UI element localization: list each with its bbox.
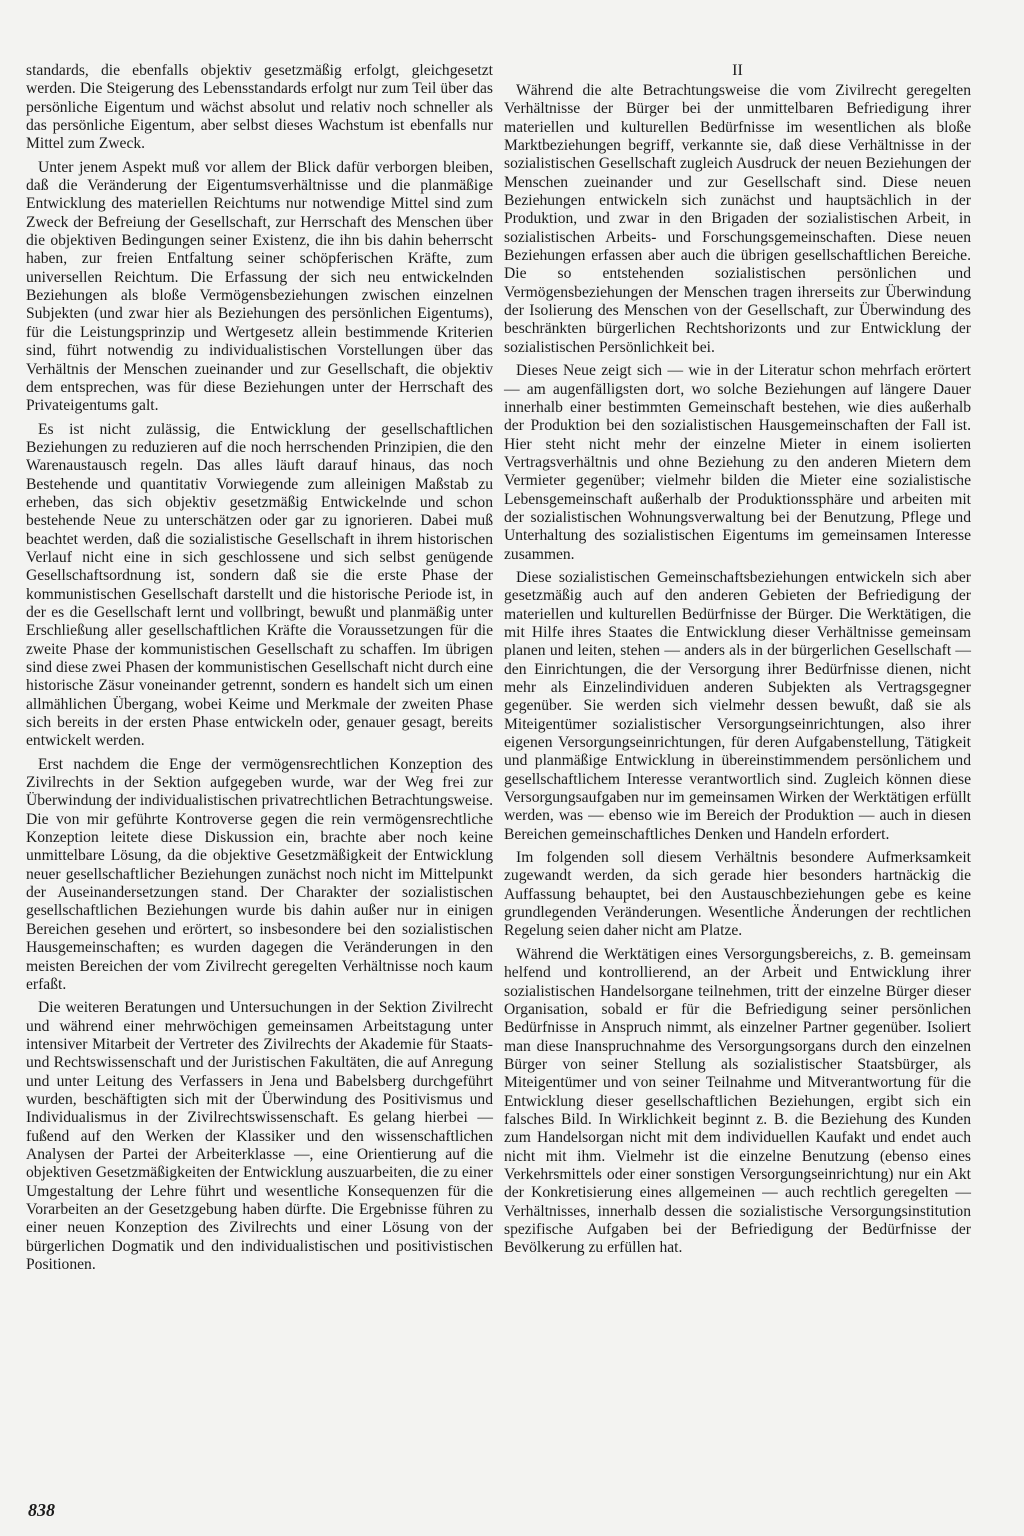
paragraph: Die weiteren Beratungen und Untersuchungen in der Sektion Zivilrecht und während einer mehrwöchigen gemeinsamen Arbeitstagung unter intensiver Mitarbeit der Vertreter des Zivilrechts der Akademie für Staats- und Rechtswissenschaft und der Juristischen Fakultäten, die auf Anregung und unter Leitung des Verfassers in Jena und Babelsberg durchgeführt wurden, beschäftigten sich mit der Überwindung des Positivismus und Individualismus in der Zivilrechtswissenschaft. Es gelang hierbei — fußend auf den Werken der Klassiker und den wissenschaftlichen Analysen der Partei der Arbeiterklasse —, eine Orientierung auf die objektiven Gesetzmäßigkeiten der Entwicklung auszuarbeiten, die zu einer Umgestaltung der Lehre führt und wesentliche Konsequenzen für die Vorarbeiten an der Gesetzgebung haben dürfte. Die Ergebnisse führen zu einer neuen Konzeption des Zivilrechts und einer Lösung von der bürgerlichen Dogmatik und den individualistischen und positivistischen Positionen.: [26, 999, 493, 1273]
right-column: [504, 62, 971, 1263]
paragraph: Während die alte Betrachtungsweise die vom Zivilrecht geregelten Verhältnisse der Bürger bei der unmittelbaren Befriedigung ihrer materiellen und kulturellen Bedürfnisse im wesentlichen als bloße Marktbeziehungen begriff, verkannte sie, daß diese Verhältnisse in der sozialistischen Gesellschaft zugleich Ausdruck der neuen Beziehungen der Menschen zueinander und zur Gesellschaft sind. Diese neuen Beziehungen entwickeln sich zunächst und hauptsächlich in der Produktion, und zwar in den Brigaden der sozialistischen Arbeit, in sozialistischen Arbeits- und Forschungsgemeinschaften. Diese neuen Beziehungen erfassen aber auch die übrigen gesellschaftlichen Bereiche. Die so entstehenden sozialistischen persönlichen und Vermögensbeziehungen der Menschen tragen ihrerseits zur Überwindung der Isolierung des Menschen von der Gesellschaft, zur Überwindung des beschränkten bürgerlichen Rechtshorizonts und zur Entwicklung der sozialistischen Persönlichkeit bei.: [504, 82, 971, 356]
section-heading: II: [732, 62, 743, 79]
left-column: [26, 62, 493, 1279]
paragraph: Während die Werktätigen eines Versorgungsbereichs, z. B. gemeinsam helfend und kontrollierend, an der Arbeit und Entwicklung ihrer sozialistischen Handelsorgane teilnehmen, tritt der einzelne Bürger dieser Organisation, sobald er für die Befriedigung seiner persönlichen Bedürfnisse in Anspruch nimmt, als einzelner Partner gegenüber. Isoliert man diese Inanspruchnahme des Versorgungsorgans durch den einzelnen Bürger von seiner Stellung als sozialistischer Staatsbürger, als Miteigentümer und von seiner Teilnahme und Mitverantwortung für die Entwicklung dieser gesellschaftlichen Beziehungen, ergibt sich ein falsches Bild. In Wirklichkeit beginnt z. B. die Beziehung des Kunden zum Handelsorgan nicht mit dem individuellen Kaufakt und endet auch nicht mit ihm. Vielmehr ist die einzelne Benutzung (ebenso eines Verkehrsmittels oder einer sonstigen Versorgungseinrichtung) nur ein Akt der Konkretisierung eines allgemeinen — auch rechtlich geregelten — Verhältnisses, innerhalb dessen die sozialistische Versorgungsinstitution spezifische Aufgaben bei der Befriedigung der Bedürfnisse der Bevölkerung zu erfüllen hat.: [504, 945, 971, 1257]
page-number: 838: [28, 1500, 55, 1520]
paragraph: Diese sozialistischen Gemeinschaftsbeziehungen entwickeln sich aber gesetzmäßig auch auf den anderen Gebieten der Befriedigung der materiellen und kulturellen Bedürfnisse der Bürger. Die Werktätigen, die mit Hilfe ihres Staates die Entwicklung dieser Verhältnisse gemeinsam planen und leiten, stehen — anders als in der bürgerlichen Gesellschaft — den Einrichtungen, die der Versorgung ihrer Bedürfnisse dienen, nicht mehr als Einzelindividuen anderen Subjekten als Vertragsgegner gegenüber. Sie werden sich vielmehr dessen bewußt, daß sie als Miteigentümer sozialistischer Versorgungseinrichtungen, also ihrer eigenen Versorgungseinrichtungen, für deren Aufgabenstellung, Tätigkeit und planmäßige Entwicklung in übereinstimmendem persönlichem und gesellschaftlichem Interesse verantwortlich sind. Zugleich können diese Versorgungsaufgaben nur im gemeinsamen Wirken der Werktätigen erfüllt werden, was — ebenso wie im Bereich der Produktion — auch in diesen Bereichen gemeinschaftliches Denken und Handeln erfordert.: [504, 568, 971, 843]
paragraph: Es ist nicht zulässig, die Entwicklung der gesellschaftlichen Beziehungen zu reduzieren auf die noch herrschenden Prinzipien, die den Warenaustausch regeln. Das alles läuft darauf hinaus, das noch Bestehende und quantitativ Vorwiegende zum alleinigen Maßstab zu erheben, das sich objektiv gesetzmäßig Entwickelnde und schon bestehende Neue zu unterschätzen oder gar zu ignorieren. Dabei muß beachtet werden, daß die sozialistische Gesellschaft in ihrem historischen Verlauf nicht eine in sich geschlossene und sich selbst genügende Gesellschaftsordnung ist, sondern daß sie die erste Phase der kommunistischen Gesellschaft darstellt und die historische Periode ist, in der es die Gesellschaft lernt und vollbringt, bewußt und planmäßig unter Erschließung aller gesellschaftlichen Kräfte die Voraussetzungen für die zweite Phase der kommunistischen Gesellschaft zu schaffen. Im übrigen sind diese zwei Phasen der kommunistischen Gesellschaft nicht durch eine historische Zäsur voneinander getrennt, sondern es handelt sich um einen allmählichen Übergang, wobei Keime und Merkmale der zweiten Phase sich bereits in der ersten Phase entwickeln oder, genauer gesagt, bereits entwickelt werden.: [26, 420, 493, 750]
paragraph: Erst nachdem die Enge der vermögensrechtlichen Konzeption des Zivilrechts in der Sektion aufgegeben wurde, war der Weg frei zur Überwindung der individualistischen privatrechtlichen Betrachtungsweise. Die von mir geführte Kontroverse gegen die rein vermögensrechtliche Konzeption leitete diese Diskussion ein, brachte aber noch keine unmittelbare Lösung, da die objektive Gesetzmäßigkeit der Entwicklung neuer gesellschaftlicher Beziehungen zunächst noch nicht im Mittelpunkt der Auseinandersetzungen stand. Der Charakter der sozialistischen gesellschaftlichen Beziehungen wurde bis dahin außer nur in einigen Bereichen gesehen und erörtert, so insbesondere bei den sozialistischen Hausgemeinschaften; es wurden dagegen die Veränderungen in den meisten Bereichen der vom Zivilrecht geregelten Verhältnisse noch kaum erfaßt.: [26, 755, 493, 993]
paragraph: Im folgenden soll diesem Verhältnis besondere Aufmerksamkeit zugewandt werden, da sich gerade hier besonders hartnäckig die Auffassung behauptet, bei den Austauschbeziehungen gebe es keine grundlegenden Veränderungen. Wesentliche Änderungen der rechtlichen Regelung seien daher nicht am Platze.: [504, 849, 971, 940]
paragraph: standards, die ebenfalls objektiv gesetzmäßig erfolgt, gleichgesetzt werden. Die Steigerung des Lebensstandards erfolgt nur zum Teil über das persönliche Eigentum und wächst absolut und relativ noch schneller als das persönliche Eigentum, aber selbst dieses Wachstum ist ebenfalls nur Mittel zum Zweck.: [26, 62, 493, 153]
paragraph: Unter jenem Aspekt muß vor allem der Blick dafür verborgen bleiben, daß die Veränderung der Eigentumsverhältnisse und die planmäßige Entwicklung des materiellen Reichtums nur notwendige Mittel sind zum Zweck der Befreiung der Gesellschaft, zur Herrschaft des Menschen über die objektiven Bedingungen seiner Existenz, die ihn bis dahin beherrscht haben, zur freien Entfaltung seiner schöpferischen Kräfte, zum universellen Reichtum. Die Erfassung der sich neu entwickelnden Beziehungen als bloße Vermögensbeziehungen zwischen einzelnen Subjekten (und zwar hier als Beziehungen des persönlichen Eigentums), für die Leistungsprinzip und Wertgesetz allein bestimmende Kriterien sind, führt notwendig zu individualistischen Vorstellungen über das Verhältnis der Menschen zueinander und zur Gesellschaft, die objektiv dem entsprechen, was für diese Beziehungen unter der Herrschaft des Privateigentums galt.: [26, 158, 493, 415]
paragraph: Dieses Neue zeigt sich — wie in der Literatur schon mehrfach erörtert — am augenfälligsten dort, wo solche Beziehungen auf längere Dauer innerhalb einer bestimmten Gemeinschaft bestehen, wie dies außerhalb der Produktion bei den sozialistischen Hausgemeinschaften der Fall ist. Hier steht nicht mehr der einzelne Mieter in einem isolierten Vertragsverhältnis und ohne Beziehung zu den anderen Mietern dem Vermieter gegenüber; vielmehr bilden die Mieter eine sozialistische Lebensgemeinschaft außerhalb der Produktionssphäre und arbeiten mit der sozialistischen Wohnungsverwaltung bei der Benutzung, Pflege und Unterhaltung des sozialistischen Eigentums im gemeinsamen Interesse zusammen.: [504, 362, 971, 563]
